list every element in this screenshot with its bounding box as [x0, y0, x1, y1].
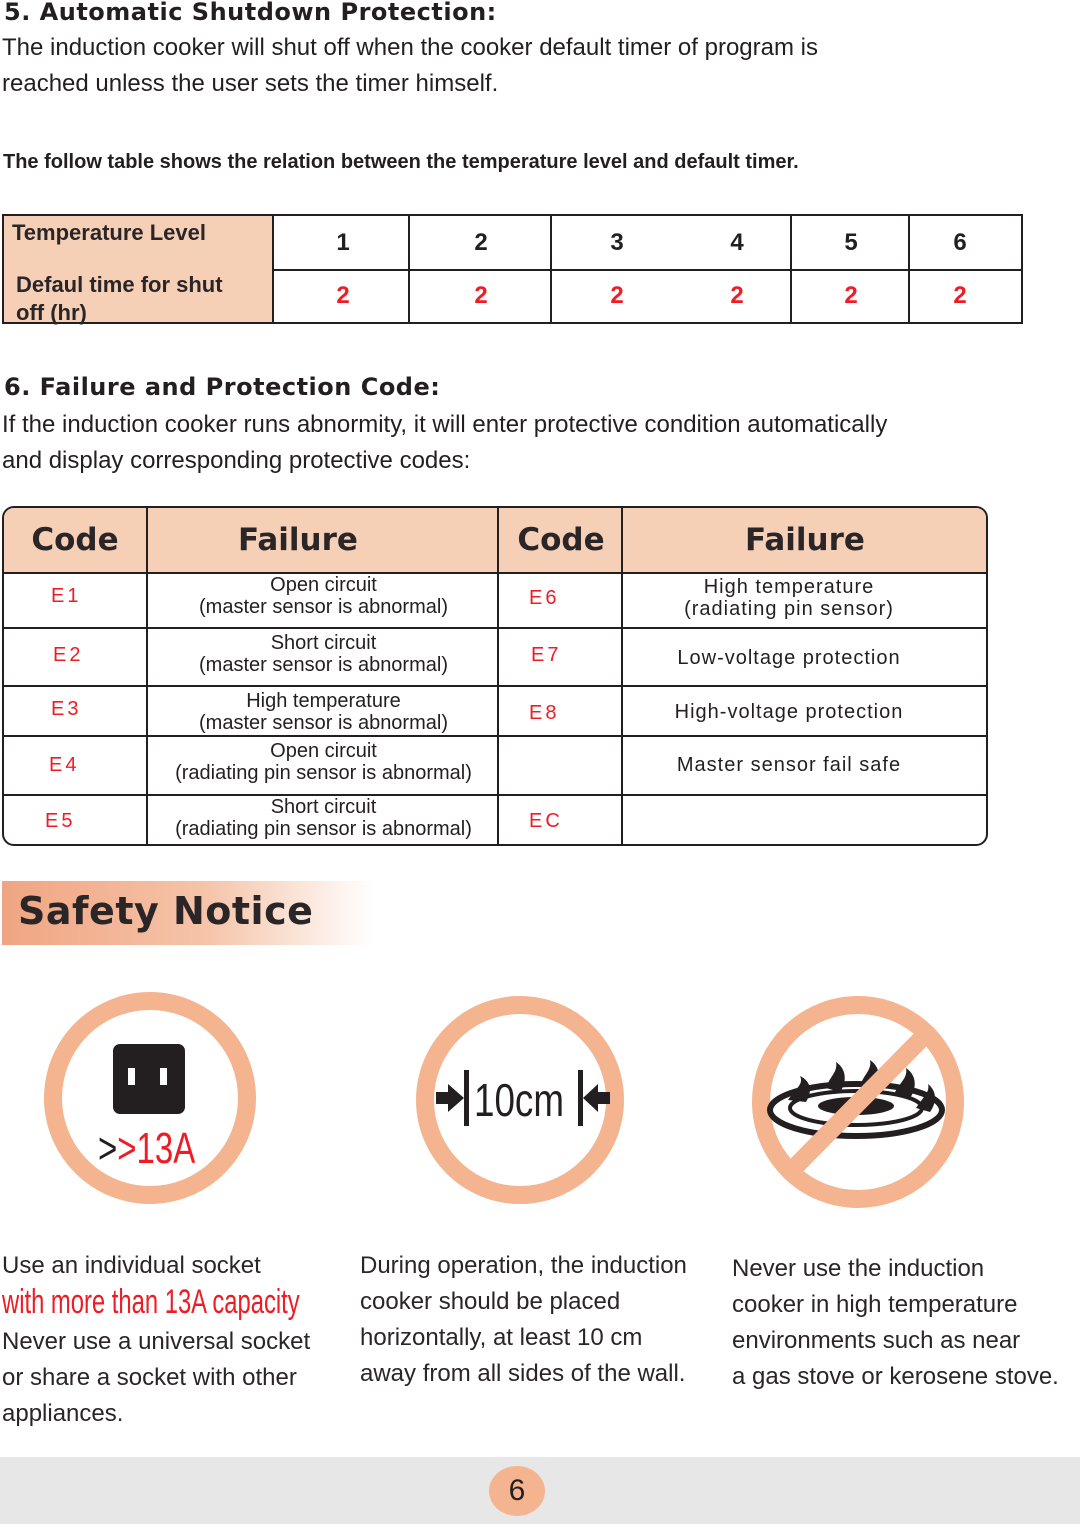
prohibition-slash — [792, 1032, 928, 1170]
default-time-row — [4, 269, 1021, 325]
default-time-label — [4, 269, 274, 325]
section6-title: 6. Failure and Protection Code: — [4, 373, 441, 401]
failure-description: Master sensor fail safe — [676, 754, 902, 776]
safety-text-line: appliances. — [2, 1400, 124, 1427]
failure-code-table — [2, 506, 988, 846]
failure-line: Open circuit — [270, 740, 377, 762]
failure-line: Short circuit — [270, 796, 377, 818]
failure-description: Low-voltage protection — [677, 647, 901, 669]
temperature-level-row — [4, 216, 1021, 271]
failure-line: (radiating pin sensor) — [684, 598, 894, 620]
failure-line: High temperature — [703, 576, 875, 598]
safety-text-line: away from all sides of the wall. — [360, 1360, 686, 1387]
table-divider — [408, 216, 410, 322]
level-cell: 5 — [844, 228, 858, 256]
level-cell: 3 — [610, 228, 624, 256]
safety-notice-banner — [2, 881, 374, 945]
amperage-value: >13A — [117, 1124, 196, 1174]
section6-body-line2: and display corresponding protective codes: — [2, 447, 471, 474]
temperature-timer-table — [2, 214, 1023, 324]
level-cell: 2 — [474, 228, 488, 256]
section5-body-line1: The induction cooker will shut off when the cooker default timer of program is — [2, 34, 818, 61]
safety-text-line: Use an individual socket — [2, 1252, 261, 1279]
time-cell: 2 — [336, 281, 350, 309]
header-failure-left: Failure — [238, 522, 358, 558]
safety-text-line: or share a socket with other — [2, 1364, 297, 1391]
failure-line: (master sensor is abnormal) — [199, 654, 448, 676]
error-code: E3 — [51, 698, 82, 720]
time-cell: 2 — [730, 281, 744, 309]
failure-description — [150, 740, 497, 784]
time-cell: 2 — [844, 281, 858, 309]
no-gas-stove-icon — [748, 992, 968, 1212]
failure-description: High-voltage protection — [674, 701, 904, 723]
section6-body-line1: If the induction cooker runs abnormity, it will enter protective condition automatically — [2, 411, 888, 438]
safety-highlight-text: with more than 13A capacity — [2, 1283, 300, 1321]
failure-line: (radiating pin sensor is abnormal) — [175, 762, 472, 784]
failure-description — [150, 690, 497, 734]
error-code: E8 — [529, 702, 560, 724]
table-divider — [790, 216, 792, 322]
safety-text-line: cooker in high temperature — [732, 1291, 1018, 1318]
socket-icon — [113, 1044, 185, 1114]
table-divider — [908, 216, 910, 322]
table-divider — [550, 216, 552, 322]
safety-text-clearance — [360, 1248, 687, 1392]
error-code: E1 — [51, 585, 82, 607]
amperage-label: >>13A — [98, 1124, 196, 1174]
error-code: E5 — [45, 810, 76, 832]
clearance-distance-icon — [412, 992, 628, 1208]
error-code: E6 — [529, 587, 560, 609]
safety-text-line: During operation, the induction — [360, 1252, 687, 1279]
failure-line: (radiating pin sensor is abnormal) — [175, 818, 472, 840]
error-code: EC — [529, 810, 563, 832]
level-cell: 4 — [730, 228, 744, 256]
header-code-right: Code — [517, 522, 605, 558]
arrow-right-icon — [436, 1084, 464, 1112]
failure-line: (master sensor is abnormal) — [199, 596, 448, 618]
safety-text-heat — [732, 1251, 1059, 1395]
failure-line: High temperature — [246, 690, 401, 712]
failure-description — [150, 796, 497, 840]
temperature-level-label: Temperature Level — [4, 216, 274, 269]
failure-description — [624, 576, 954, 620]
time-cell: 2 — [610, 281, 624, 309]
failure-line: Short circuit — [270, 632, 377, 654]
distance-label: 10cm — [474, 1074, 564, 1126]
safety-text-line: Never use the induction — [732, 1255, 985, 1282]
time-cell: 2 — [953, 281, 967, 309]
header-failure-right: Failure — [745, 522, 865, 558]
error-code: E7 — [531, 644, 562, 666]
error-code: E4 — [49, 754, 80, 776]
error-code: E2 — [53, 644, 84, 666]
safety-text-line: horizontally, at least 10 cm — [360, 1324, 643, 1351]
safety-text-line: a gas stove or kerosene stove. — [732, 1363, 1059, 1390]
socket-capacity-icon — [40, 988, 260, 1208]
section5-title: 5. Automatic Shutdown Protection: — [4, 0, 497, 26]
row-divider — [4, 735, 986, 737]
safety-notice-title: Safety Notice — [18, 889, 314, 933]
safety-text-line: cooker should be placed — [360, 1288, 621, 1315]
time-cell: 2 — [474, 281, 488, 309]
failure-description — [150, 574, 497, 618]
section5-body-line2: reached unless the user sets the timer himself. — [2, 70, 499, 97]
header-code-left: Code — [31, 522, 119, 558]
temp-table-caption: The follow table shows the relation between the temperature level and default timer. — [3, 151, 799, 173]
row-divider — [4, 685, 986, 687]
failure-description — [150, 632, 497, 676]
default-time-label-line2: off (hr) — [16, 300, 87, 325]
row-divider — [4, 627, 986, 629]
page-number: 6 — [489, 1466, 545, 1516]
level-cell: 6 — [953, 228, 967, 256]
code-table-header — [4, 508, 986, 574]
failure-line: (master sensor is abnormal) — [199, 712, 448, 734]
safety-text-line: environments such as near — [732, 1327, 1021, 1354]
level-cell: 1 — [336, 228, 350, 256]
safety-text-line: Never use a universal socket — [2, 1328, 311, 1355]
default-time-label-line1: Defaul time for shut — [16, 272, 223, 297]
failure-line: Open circuit — [270, 574, 377, 596]
